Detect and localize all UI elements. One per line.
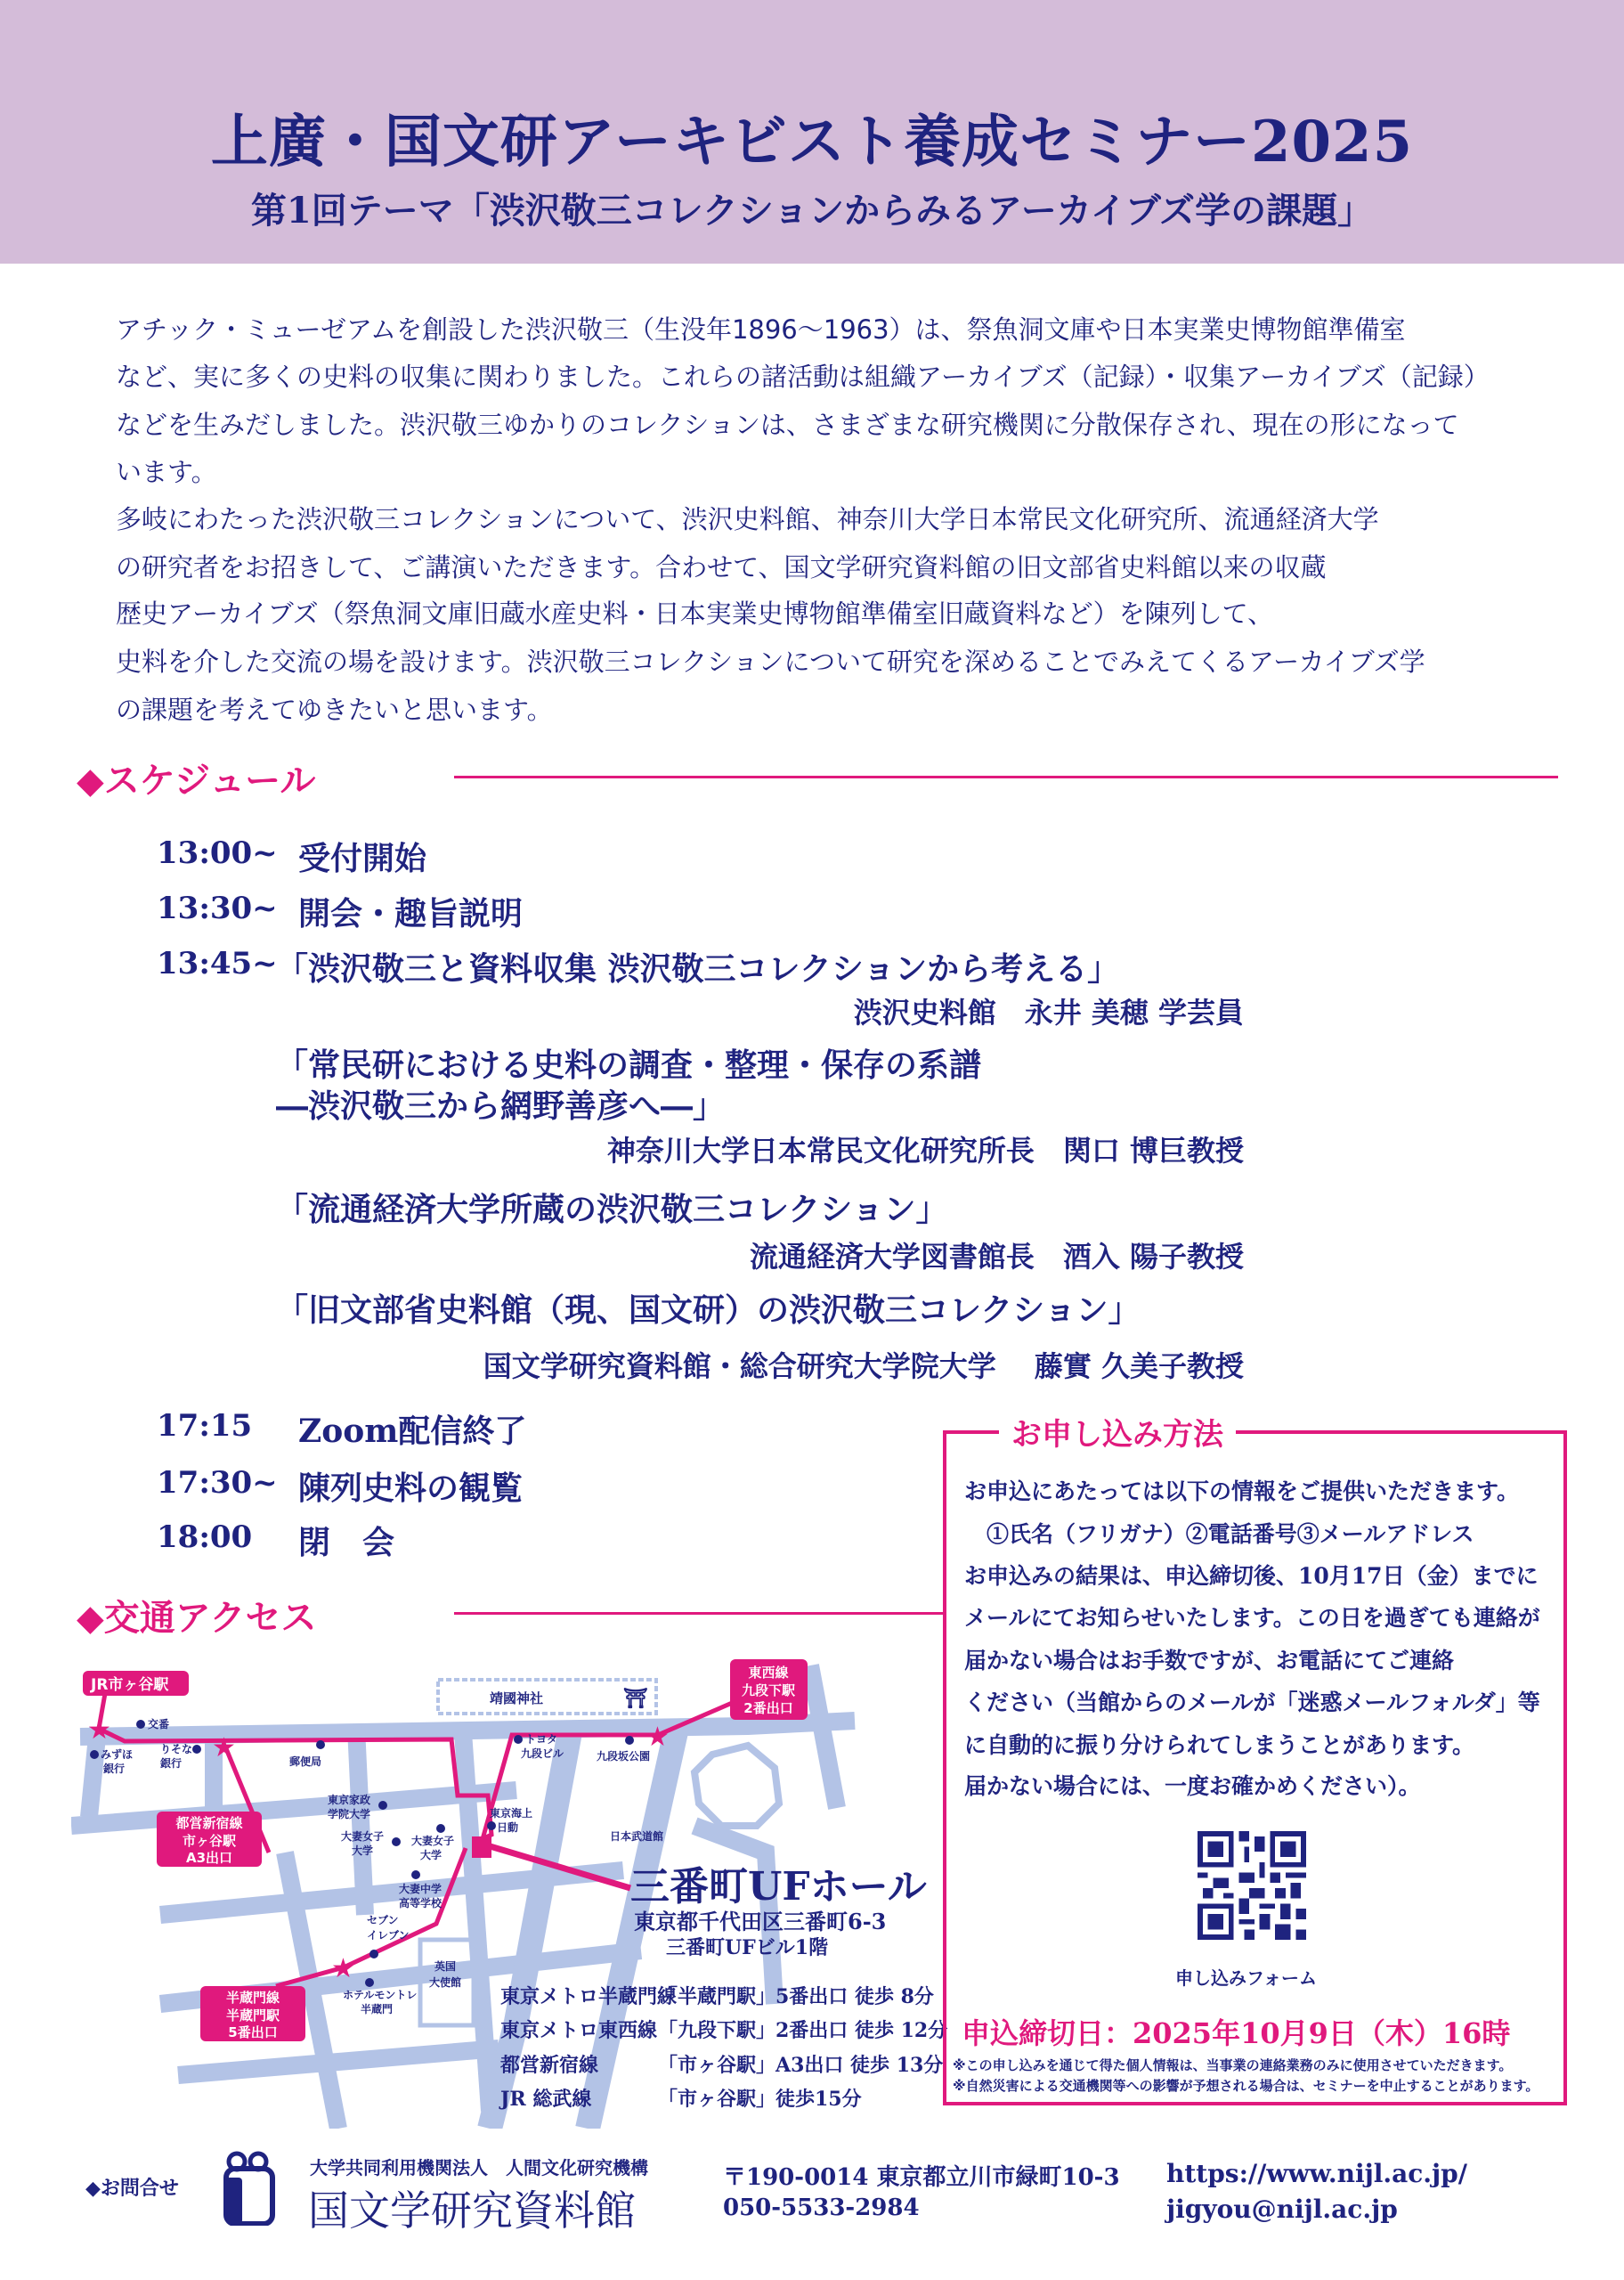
schedule-time: 13:00~	[157, 835, 278, 871]
svg-text:日動: 日動	[497, 1821, 519, 1834]
application-text: ①氏名（フリガナ）②電話番号③メールアドレス	[964, 1521, 1474, 1547]
intro-line: アチック・ミューゼアムを創設した渋沢敬三（生没年1896〜1963）は、祭魚洞文庫や日本実業史博物館準備室	[116, 314, 1406, 345]
svg-text:日本武道館: 日本武道館	[610, 1830, 664, 1843]
qr-label: 申し込みフォーム	[1175, 1967, 1317, 1989]
application-text: お申込みの結果は、申込締切後、10月17日（金）までに	[964, 1563, 1539, 1589]
divider	[454, 776, 1558, 778]
svg-text:大妻女子: 大妻女子	[341, 1830, 385, 1843]
route-detail: 「半蔵門駅」5番出口 徒歩 8分	[658, 1985, 934, 2008]
venue-address: 東京都千代田区三番町6-3	[634, 1909, 887, 1934]
talk-speaker: 渋沢史料館 永井 美穂 学芸員	[853, 996, 1244, 1030]
svg-text:英国: 英国	[434, 1960, 457, 1973]
svg-text:トヨタ: トヨタ	[525, 1733, 558, 1746]
svg-text:A3出口: A3出口	[185, 1850, 233, 1866]
schedule-time: 18:00	[157, 1519, 253, 1555]
divider	[454, 1612, 946, 1615]
note: ※この申し込みを通じて得た個人情報は、当事業の連絡業務のみに使用させていただきます。	[953, 2057, 1513, 2073]
route-line: JR 総武線	[500, 2088, 592, 2111]
schedule-time: 13:45~	[157, 946, 278, 981]
svg-text:九段坂公園: 九段坂公園	[597, 1750, 651, 1763]
application-heading: お申し込み方法	[999, 1410, 1236, 1454]
svg-text:高等学校: 高等学校	[399, 1897, 443, 1910]
svg-text:東京家政: 東京家政	[328, 1794, 371, 1806]
svg-text:大妻女子: 大妻女子	[411, 1835, 455, 1847]
budokan-shape	[694, 1746, 779, 1826]
intro-line: の課題を考えてゆきたいと思います。	[116, 695, 553, 725]
svg-text:九段下駅: 九段下駅	[741, 1682, 796, 1698]
svg-text:銀行: 銀行	[103, 1763, 126, 1775]
svg-text:半蔵門駅: 半蔵門駅	[225, 2007, 280, 2024]
svg-text:郵便局: 郵便局	[289, 1755, 322, 1768]
svg-text:交番: 交番	[148, 1718, 170, 1730]
svg-text:東京海上: 東京海上	[490, 1807, 533, 1820]
schedule-item: 陳列史料の観覧	[298, 1470, 524, 1507]
svg-text:大妻中学: 大妻中学	[399, 1883, 443, 1895]
svg-text:JR市ヶ谷駅: JR市ヶ谷駅	[91, 1676, 169, 1694]
svg-text:大使館: 大使館	[429, 1976, 462, 1989]
svg-text:半蔵門線: 半蔵門線	[225, 1990, 280, 2006]
svg-text:銀行: 銀行	[160, 1757, 183, 1770]
svg-text:5番出口: 5番出口	[228, 2024, 278, 2040]
schedule-time: 17:30~	[157, 1465, 278, 1501]
route-detail: 「市ヶ谷駅」徒歩15分	[658, 2088, 862, 2111]
page-subtitle: 第1回テーマ「渋沢敬三コレクションからみるアーカイブズ学の課題」	[250, 190, 1374, 232]
address: 〒190-0014 東京都立川市緑町10-3	[723, 2164, 1120, 2191]
svg-text:セブン: セブン	[367, 1914, 399, 1926]
application-text: お申込にあたっては以下の情報をご提供いただきます。	[964, 1478, 1520, 1504]
intro-line: 史料を介した交流の場を設けます。渋沢敬三コレクションについて研究を深めることでみえてくるアーカイブズ学	[116, 647, 1425, 677]
access-heading: ◆交通アクセス	[77, 1597, 317, 1639]
intro-line: います。	[116, 457, 217, 487]
route-detail: 「市ヶ谷駅」A3出口 徒歩 13分	[658, 2054, 944, 2077]
qr-code[interactable]	[1198, 1831, 1306, 1940]
schedule-item: 閉 会	[298, 1524, 395, 1561]
org-parent: 大学共同利用機関法人 人間文化研究機構	[310, 2157, 648, 2178]
venue-name: 三番町UFホール	[630, 1864, 927, 1910]
page-title: 上廣・国文研アーキビスト養成セミナー2025	[210, 109, 1414, 175]
talk-speaker: 流通経済大学図書館長 酒入 陽子教授	[749, 1240, 1244, 1274]
schedule-item: Zoom配信終了	[298, 1413, 527, 1450]
svg-text:★: ★	[87, 1714, 111, 1746]
application-text: に自動的に振り分けられてしまうことがあります。	[964, 1732, 1475, 1758]
svg-text:学院大学: 学院大学	[328, 1808, 371, 1820]
torii-icon: ⛩	[623, 1688, 648, 1710]
talk-speaker: 神奈川大学日本常民文化研究所長 関口 博巨教授	[606, 1134, 1244, 1168]
application-text: 届かない場合には、一度お確かめください）。	[964, 1773, 1421, 1799]
talk-title: 「常民研における史料の調査・整理・保存の系譜	[276, 1046, 982, 1084]
svg-text:ホテルモントレ: ホテルモントレ	[343, 1989, 418, 2001]
phone: 050-5533-2984	[723, 2194, 920, 2221]
talk-title: ―渋沢敬三から網野善彦へ―」	[276, 1087, 726, 1125]
talk-title: 「流通経済大学所蔵の渋沢敬三コレクション」	[276, 1191, 948, 1228]
route-line: 東京メトロ半蔵門線	[500, 1985, 678, 2008]
intro-line: 多岐にわたった渋沢敬三コレクションについて、渋沢史料館、神奈川大学日本常民文化研究所、流通経済大学	[116, 504, 1379, 534]
svg-text:★: ★	[646, 1722, 670, 1753]
svg-text:★: ★	[212, 1732, 236, 1763]
svg-text:みずほ: みずほ	[101, 1748, 134, 1761]
website-link[interactable]: https://www.nijl.ac.jp/	[1166, 2159, 1467, 2188]
intro-line: の研究者をお招きして、ご講演いただきます。合わせて、国文学研究資料館の旧文部省史料館以来の収蔵	[116, 552, 1327, 582]
route-line: 都営新宿線	[500, 2054, 599, 2077]
note: ※自然災害による交通機関等への影響が予想される場合は、セミナーを中止することがあります。	[953, 2078, 1539, 2094]
svg-text:半蔵門: 半蔵門	[361, 2003, 394, 2015]
talk-speaker: 国文学研究資料館・総合研究大学院大学 藤實 久美子教授	[483, 1349, 1244, 1383]
svg-text:りそな: りそな	[160, 1743, 193, 1755]
intro-line: などを生みだしました。渋沢敬三ゆかりのコレクションは、さまざまな研究機関に分散保存され、現在の形になって	[116, 410, 1459, 440]
route-detail: 「九段下駅」2番出口 徒歩 12分	[658, 2019, 948, 2042]
svg-text:市ヶ谷駅: 市ヶ谷駅	[182, 1833, 237, 1849]
org-name: 国文学研究資料館	[308, 2186, 636, 2235]
svg-text:イレブン: イレブン	[367, 1929, 410, 1942]
svg-text:東西線: 東西線	[748, 1665, 789, 1681]
svg-text:九段ビル: 九段ビル	[521, 1747, 564, 1760]
svg-text:都営新宿線: 都営新宿線	[175, 1815, 243, 1831]
schedule-heading: ◆スケジュール	[77, 760, 316, 802]
application-text: 届かない場合はお手数ですが、お電話にてご連絡	[964, 1648, 1455, 1673]
intro-line: など、実に多くの史料の収集に関わりました。これらの諸活動は組織アーカイブズ（記録）・収集アーカイブズ（記録）	[116, 362, 1490, 392]
schedule-item: 受付開始	[298, 840, 427, 877]
application-text: ください（当館からのメールが「迷惑メールフォルダ」等	[964, 1690, 1540, 1715]
application-text: メールにてお知らせいたします。この日を過ぎても連絡が	[964, 1605, 1540, 1631]
schedule-time: 17:15	[157, 1408, 253, 1444]
nijl-logo-icon	[223, 2151, 276, 2226]
venue-marker	[472, 1836, 491, 1858]
schedule-time: 13:30~	[157, 891, 278, 926]
email-link[interactable]: jigyou@nijl.ac.jp	[1166, 2194, 1398, 2224]
schedule-item: 開会・趣旨説明	[298, 895, 524, 932]
talk-title: 「渋沢敬三と資料収集 渋沢敬三コレクションから考える」	[276, 950, 1120, 988]
application-deadline: 申込締切日：2025年10月9日（木）16時	[962, 2016, 1511, 2050]
svg-text:★: ★	[331, 1953, 355, 1984]
map-label: 靖國神社	[490, 1690, 544, 1706]
svg-text:大学: 大学	[420, 1849, 443, 1861]
svg-text:大学: 大学	[352, 1844, 374, 1857]
venue-building: 三番町UFビル1階	[666, 1936, 829, 1959]
contact-label: ◆お問合せ	[85, 2177, 179, 2200]
route-line: 東京メトロ東西線	[500, 2019, 658, 2042]
intro-line: 歴史アーカイブズ（祭魚洞文庫旧蔵水産史料・日本実業史博物館準備室旧蔵資料など）を陳列して、	[116, 598, 1274, 629]
svg-text:2番出口: 2番出口	[743, 1700, 793, 1716]
talk-title: 「旧文部省史料館（現、国文研）の渋沢敬三コレクション」	[276, 1291, 1141, 1329]
